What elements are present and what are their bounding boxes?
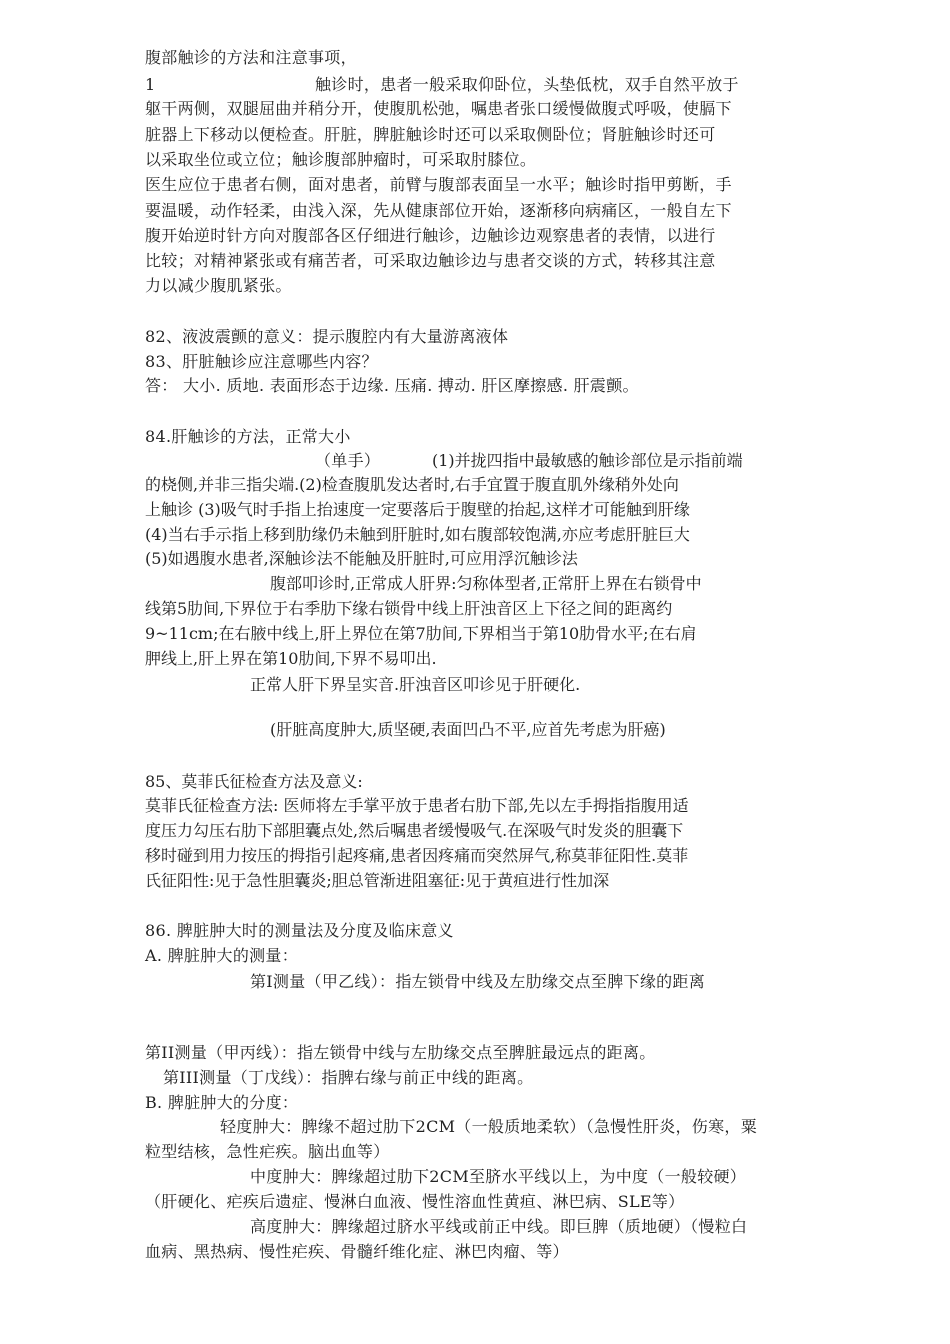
question-85: 85、莫菲氏征检查方法及意义: bbox=[145, 772, 363, 791]
text-line: 中度肿大：脾缘超过肋下2CM至脐水平线以上，为中度（一般较硬） bbox=[250, 1167, 747, 1186]
text-line: （单手） bbox=[315, 451, 381, 470]
text-line: 正常人肝下界呈实音.肝浊音区叩诊见于肝硬化. bbox=[250, 675, 581, 694]
text-line: 氏征阳性:见于急性胆囊炎;胆总管渐进阻塞征:见于黄疸进行性加深 bbox=[145, 871, 610, 890]
text-line: (5)如遇腹水患者,深触诊法不能触及肝脏时,可应用浮沉触诊法 bbox=[145, 549, 578, 568]
text-line: 腹开始逆时针方向对腹部各区仔细进行触诊，边触诊边观察患者的表情，以进行 bbox=[145, 226, 716, 245]
text-line: 脏器上下移动以便检查。肝脏，脾脏触诊时还可以采取侧卧位；肾脏触诊时还可 bbox=[145, 125, 716, 144]
text-line: 轻度肿大：脾缘不超过肋下2CM（一般质地柔软）（急慢性肝炎，伤寒，粟 bbox=[220, 1117, 758, 1136]
text-line: 胛线上,肝上界在第10肋间,下界不易叩出. bbox=[145, 649, 437, 668]
text-line: 以采取坐位或立位；触诊腹部肿瘤时，可采取肘膝位。 bbox=[145, 150, 537, 169]
question-86: 86. 脾脏肿大时的测量法及分度及临床意义 bbox=[145, 921, 454, 940]
text-line: （肝硬化、疟疾后遗症、慢淋白血液、慢性溶血性黄疸、淋巴病、SLE等） bbox=[145, 1192, 685, 1211]
text-line: 高度肿大：脾缘超过脐水平线或前正中线。即巨脾（质地硬）（慢粒白 bbox=[250, 1217, 748, 1236]
text-line: 移时碰到用力按压的拇指引起疼痛,患者因疼痛而突然屏气,称莫菲征阳性.莫菲 bbox=[145, 846, 689, 865]
text-line: 腹部叩诊时,正常成人肝界:匀称体型者,正常肝上界在右锁骨中 bbox=[270, 574, 702, 593]
text-line: 粒型结核，急性疟疾。脑出血等） bbox=[145, 1142, 390, 1161]
text-line: 度压力勾压右肋下部胆囊点处,然后嘱患者缓慢吸气.在深吸气时发炎的胆囊下 bbox=[145, 821, 684, 840]
list-number: 1 bbox=[145, 75, 156, 94]
text-line: 躯干两侧，双腿屈曲并稍分开，使腹肌松弛，嘱患者张口缓慢做腹式呼吸，使膈下 bbox=[145, 99, 732, 118]
text-line: 上触诊 (3)吸气时手指上抬速度一定要落后于腹壁的抬起,这样才可能触到肝缘 bbox=[145, 500, 690, 519]
text-line: 线第5肋间,下界位于右季肋下缘右锁骨中线上肝浊音区上下径之间的距离约 bbox=[145, 599, 673, 618]
text-line: (4)当右手示指上移到肋缘仍未触到肝脏时,如右腹部较饱满,亦应考虑肝脏巨大 bbox=[145, 525, 690, 544]
text-line: 第II测量（甲丙线）：指左锁骨中线与左肋缘交点至脾脏最远点的距离。 bbox=[145, 1043, 656, 1062]
question-84: 84.肝触诊的方法，正常大小 bbox=[145, 427, 351, 446]
text-line: 莫菲氏征检查方法: 医师将左手掌平放于患者右肋下部,先以左手拇指指腹用适 bbox=[145, 796, 689, 815]
text-line: 触诊时，患者一般采取仰卧位，头垫低枕，双手自然平放于 bbox=[315, 75, 739, 94]
text-line: 腹部触诊的方法和注意事项， bbox=[145, 48, 357, 67]
text-line: (1)并拢四指中最敏感的触诊部位是示指前端 bbox=[432, 451, 743, 470]
text-line: 9~11cm;在右腋中线上,肝上界位在第7肋间,下界相当于第10肋骨水平;在右肩 bbox=[145, 624, 697, 643]
text-line: 第III测量（丁戊线）：指脾右缘与前正中线的距离。 bbox=[163, 1068, 534, 1087]
text-line: 第Ⅰ测量（甲乙线）：指左锁骨中线及左肋缘交点至脾下缘的距离 bbox=[250, 972, 706, 991]
text-line: 的桡侧,并非三指尖端.(2)检查腹肌发达者时,右手宜置于腹直肌外缘稍外处向 bbox=[145, 475, 679, 494]
section-b-heading: B. 脾脏肿大的分度： bbox=[145, 1093, 299, 1112]
text-line: 血病、黑热病、慢性疟疾、骨髓纤维化症、淋巴肉瘤、等） bbox=[145, 1242, 569, 1261]
text-line: 要温暖，动作轻柔，由浅入深，先从健康部位开始，逐渐移向病痛区，一般自左下 bbox=[145, 201, 732, 220]
text-line: 比较；对精神紧张或有痛苦者，可采取边触诊边与患者交谈的方式，转移其注意 bbox=[145, 251, 716, 270]
text-line: 医生应位于患者右侧，面对患者，前臂与腹部表面呈一水平；触诊时指甲剪断，手 bbox=[145, 175, 732, 194]
text-line: (肝脏高度肿大,质坚硬,表面凹凸不平,应首先考虑为肝癌) bbox=[270, 720, 666, 739]
section-a-heading: A. 脾脏肿大的测量： bbox=[145, 946, 299, 965]
answer-83: 答： 大小. 质地. 表面形态于边缘. 压痛. 搏动. 肝区摩擦感. 肝震颤。 bbox=[145, 376, 639, 395]
question-83: 83、肝脏触诊应注意哪些内容？ bbox=[145, 352, 378, 371]
question-82: 82、液波震颤的意义：提示腹腔内有大量游离液体 bbox=[145, 327, 509, 346]
text-line: 力以减少腹肌紧张。 bbox=[145, 276, 292, 295]
